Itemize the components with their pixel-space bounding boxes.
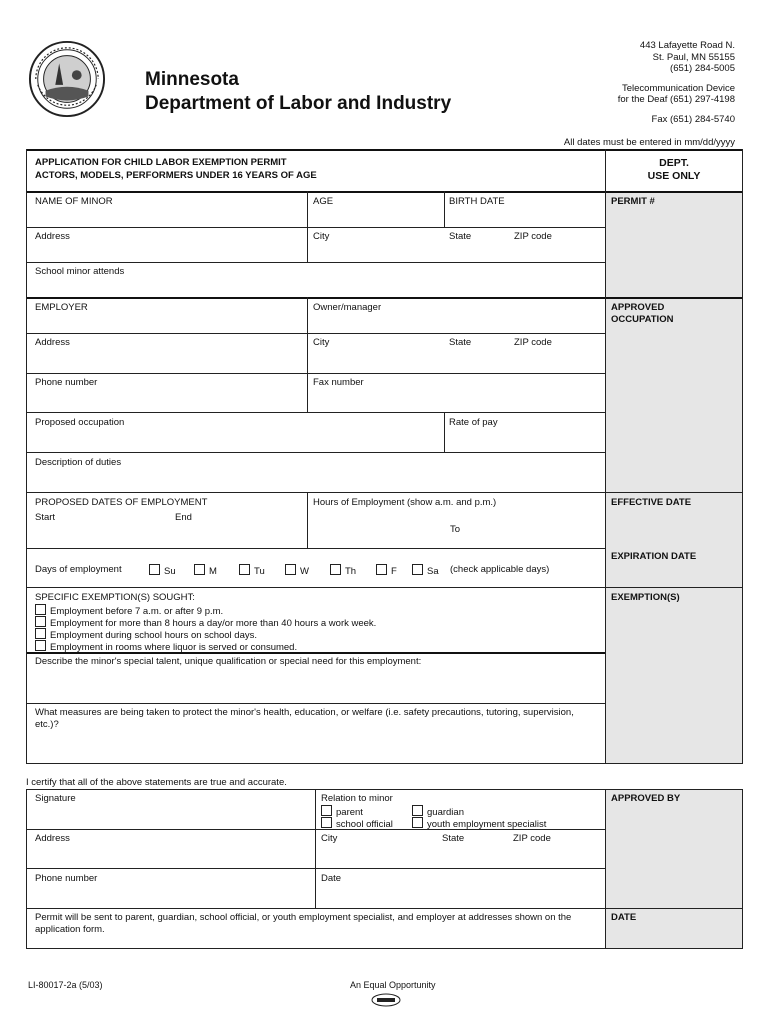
occupation-label: OCCUPATION (611, 313, 674, 325)
employer-phone-field[interactable]: Phone number (35, 377, 98, 388)
day-label-f: F (391, 566, 397, 577)
form-title-line1: APPLICATION FOR CHILD LABOR EXEMPTION PERMIT (35, 157, 287, 168)
day-label-m: M (209, 566, 217, 577)
checkbox-icon[interactable] (412, 817, 423, 828)
checkbox-icon[interactable] (412, 805, 423, 816)
employer-state-field[interactable]: State (449, 337, 472, 348)
tdd-line2: for the Deaf (651) 297-4198 (617, 94, 735, 105)
days-note: (check applicable days) (450, 564, 550, 575)
exemption-item[interactable] (35, 640, 297, 654)
relation-parent-label: parent (336, 807, 363, 818)
exemption-label: Employment before 7 a.m. or after 9 p.m. (50, 606, 224, 617)
employer-zip-field[interactable]: ZIP code (514, 337, 552, 348)
day-checkbox-m[interactable] (194, 564, 217, 578)
minor-address-field[interactable]: Address (35, 231, 70, 242)
checkbox-icon[interactable] (35, 616, 46, 627)
signer-city-field[interactable]: City (321, 833, 338, 844)
talent-question-field[interactable]: Describe the minor's special talent, unique qualification or special need for this employment: (35, 656, 422, 667)
measures-question-field[interactable]: What measures are being taken to protect the minor's health, education, or welfare (i.e. safety precautions, tutoring, supervision, etc.)? (35, 707, 574, 730)
signer-date-field[interactable]: Date (321, 873, 342, 884)
employer-fax-field[interactable]: Fax number (313, 377, 364, 388)
tdd-line1: Telecommunication Device (622, 82, 735, 94)
checkbox-icon[interactable] (239, 564, 250, 575)
form-id: LI-80017-2a (5/03) (28, 980, 103, 990)
expiration-date-label: EXPIRATION DATE (611, 551, 697, 562)
checkbox-icon[interactable] (194, 564, 205, 575)
signer-address-field[interactable]: Address (35, 833, 70, 844)
approved-occupation-label (611, 302, 673, 325)
dept-label: DEPT. (659, 157, 689, 169)
checkbox-icon[interactable] (149, 564, 160, 575)
state-seal-icon (28, 40, 106, 118)
owner-manager-field[interactable]: Owner/manager (313, 302, 382, 313)
signature-field[interactable]: Signature (35, 793, 76, 804)
checkbox-icon[interactable] (35, 640, 46, 651)
proposed-occupation-field[interactable]: Proposed occupation (35, 417, 125, 428)
address-line2: St. Paul, MN 55155 (652, 51, 735, 63)
checkbox-icon[interactable] (376, 564, 387, 575)
agency-line1: Minnesota (145, 69, 239, 90)
description-field[interactable]: Description of duties (35, 457, 122, 468)
age-field[interactable]: AGE (313, 196, 334, 207)
address-line1: 443 Lafayette Road N. (639, 40, 735, 51)
union-label-icon (371, 993, 401, 1007)
checkbox-icon[interactable] (285, 564, 296, 575)
exemption-label: Employment during school hours on school days. (50, 630, 258, 641)
proposed-dates-label: PROPOSED DATES OF EMPLOYMENT (35, 497, 208, 508)
day-label-w: W (300, 566, 309, 577)
start-date-field[interactable]: Start (35, 512, 56, 523)
hours-to-field[interactable]: To (450, 524, 461, 535)
day-label-th: Th (345, 566, 357, 577)
checkbox-icon[interactable] (35, 604, 46, 615)
exemptions-title: SPECIFIC EXEMPTION(S) SOUGHT: (35, 592, 195, 603)
minor-zip-field[interactable]: ZIP code (514, 231, 552, 242)
day-checkbox-su[interactable] (149, 564, 176, 578)
certify-statement: I certify that all of the above statements are true and accurate. (26, 777, 287, 788)
signer-phone-field[interactable]: Phone number (35, 873, 98, 884)
checkbox-icon[interactable] (412, 564, 423, 575)
dates-note: All dates must be entered in mm/dd/yyyy (563, 137, 735, 148)
relation-guardian-label: guardian (427, 807, 464, 818)
day-checkbox-tu[interactable] (239, 564, 265, 578)
dept-shade-lower (605, 789, 743, 949)
dept-shade-upper (605, 192, 743, 763)
school-field[interactable]: School minor attends (35, 266, 125, 277)
employer-address-field[interactable]: Address (35, 337, 70, 348)
permit-note: Permit will be sent to parent, guardian, school official, or youth employment specialist, and employer at addresses shown on the application form. (35, 912, 572, 935)
exemption-label: Employment for more than 8 hours a day/or more than 40 hours a work week. (50, 618, 377, 629)
day-checkbox-th[interactable] (330, 564, 356, 578)
day-checkbox-w[interactable] (285, 564, 309, 578)
rate-of-pay-field[interactable]: Rate of pay (449, 417, 498, 428)
checkbox-icon[interactable] (35, 628, 46, 639)
equal-opportunity: An Equal Opportunity (350, 980, 436, 990)
relation-school-label: school official (336, 819, 393, 830)
employer-city-field[interactable]: City (313, 337, 330, 348)
days-of-employment-label: Days of employment (35, 564, 122, 575)
use-only-label: USE ONLY (647, 170, 701, 182)
name-of-minor-field[interactable]: NAME OF MINOR (35, 196, 113, 207)
day-label-su: Su (164, 566, 176, 577)
day-label-sa: Sa (427, 566, 439, 577)
relation-label: Relation to minor (321, 793, 393, 804)
end-date-field[interactable]: End (175, 512, 192, 523)
application-form (26, 149, 743, 949)
agency-name (145, 68, 451, 116)
checkbox-icon[interactable] (321, 817, 332, 828)
relation-youth-label: youth employment specialist (427, 819, 547, 830)
minor-city-field[interactable]: City (313, 231, 330, 242)
agency-line2: Department of Labor and Industry (145, 93, 452, 114)
approved-by-label: APPROVED BY (611, 793, 681, 804)
fax-line: Fax (651) 284-5740 (651, 113, 735, 125)
day-label-tu: Tu (254, 566, 265, 577)
relation-youth-specialist[interactable] (412, 817, 546, 831)
approved-label: APPROVED (611, 302, 665, 313)
form-title-line2: ACTORS, MODELS, PERFORMERS UNDER 16 YEARS OF AGE (35, 170, 317, 181)
relation-school-official[interactable] (321, 817, 393, 831)
signer-zip-field[interactable]: ZIP code (513, 833, 551, 844)
checkbox-icon[interactable] (330, 564, 341, 575)
effective-date-label: EFFECTIVE DATE (611, 497, 692, 508)
permit-number-label: PERMIT # (611, 196, 655, 207)
contact-block (618, 40, 735, 125)
checkbox-icon[interactable] (321, 805, 332, 816)
phone-line: (651) 284-5005 (670, 63, 735, 74)
day-checkbox-sa[interactable] (412, 564, 439, 578)
dept-use-only (610, 157, 738, 183)
minor-state-field[interactable]: State (449, 231, 472, 242)
date-dept-label: DATE (611, 912, 637, 923)
birth-date-field[interactable]: BIRTH DATE (449, 196, 505, 207)
exemptions-dept-label: EXEMPTION(S) (611, 592, 680, 603)
day-checkbox-f[interactable] (376, 564, 397, 578)
exemption-label: Employment in rooms where liquor is served or consumed. (50, 642, 298, 653)
hours-of-employment-field[interactable]: Hours of Employment (show a.m. and p.m.) (313, 497, 497, 508)
employer-field[interactable]: EMPLOYER (35, 302, 88, 313)
signer-state-field[interactable]: State (442, 833, 465, 844)
